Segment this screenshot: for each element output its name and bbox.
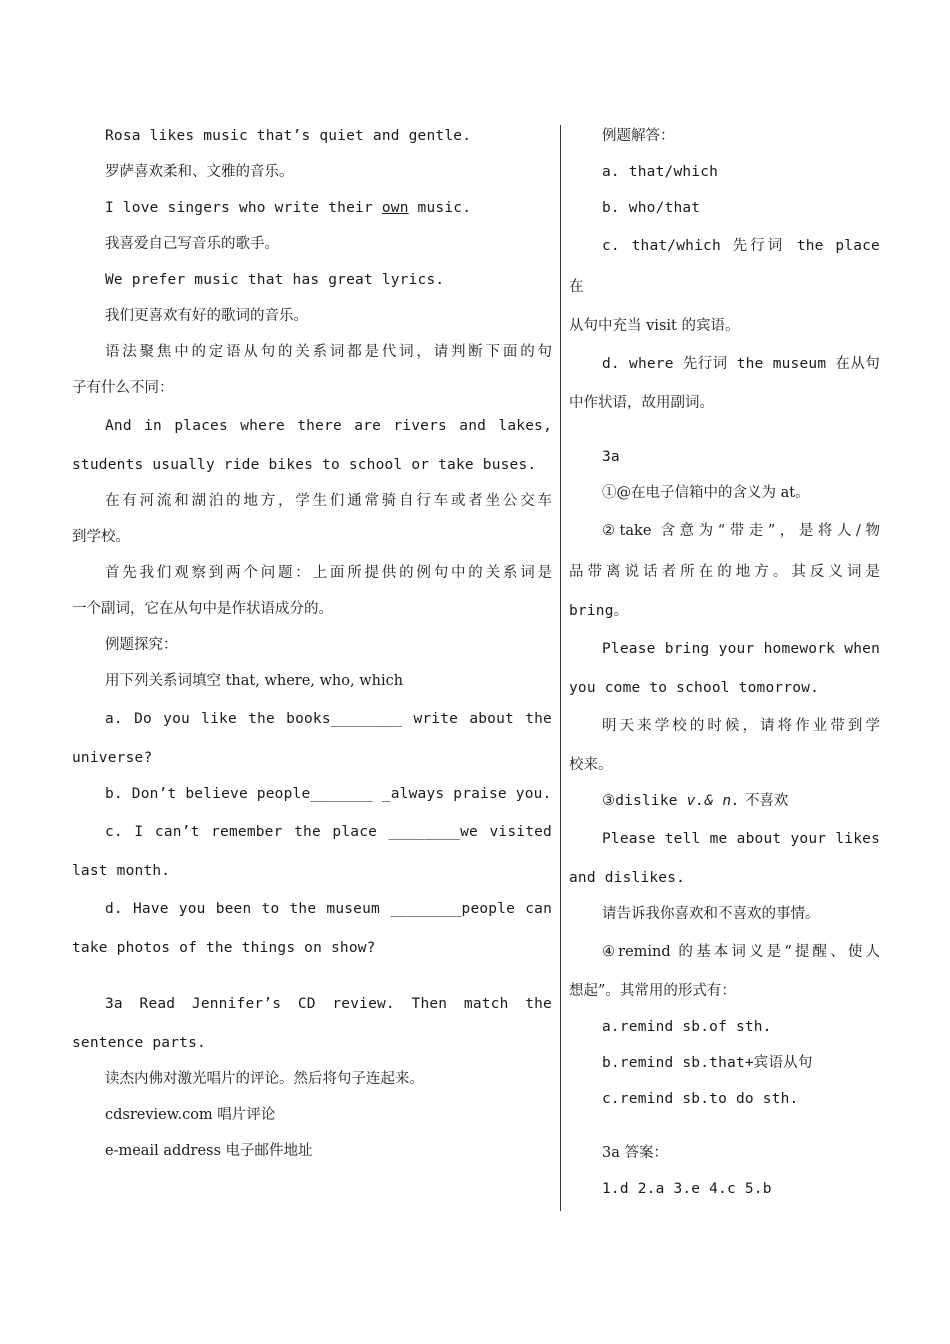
example-translation-3: 我们更喜欢有好的歌词的音乐。 [105,308,308,324]
exercise-a-line-1: a. Do you like the books________ write about the [105,711,552,727]
answers-3a-heading: 3a 答案： [602,1145,668,1161]
sentence-2-part-1: I love singers who write their [105,200,382,216]
grammar-note-line-1: 语法聚焦中的定语从句的关系词都是代词，请判断下面的句 [105,344,552,360]
note-take-line-3: bring。 [569,603,629,619]
dislike-meaning: 不喜欢 [740,793,789,809]
observation-line-2: 一个副词，它在从句中是作状语成分的。 [72,601,333,617]
exercise-instruction: 用下列关系词填空 that, where, who, which [105,673,404,689]
left-column [72,118,552,1169]
vocab-cdsreview: cdsreview.com 唱片评论 [105,1107,276,1123]
sentence-2-part-2: music. [408,200,472,216]
remind-form-c: c.remind sb.to do sth. [602,1091,799,1107]
bring-translation-line-2: 校来。 [569,757,613,773]
bring-example-line-2: you come to school tomorrow. [569,680,820,696]
note-remind-line-2: 想起”。其常用的形式有： [569,983,736,999]
dislike-translation: 请告诉我你喜欢和不喜欢的事情。 [602,906,820,922]
exercise-a-line-2: universe? [72,750,153,766]
answer-d-line-2: 中作状语，故用副词。 [569,395,714,411]
remind-form-b: b.remind sb.that+宾语从句 [602,1055,813,1071]
adverb-example-line-2: students usually ride bikes to school or take buses. [72,457,537,473]
column-divider [560,125,561,1211]
exercise-c-line-2: last month. [72,863,171,879]
note-take-line-2: 品带离说话者所在的地方。其反义词是 [569,564,880,580]
example-translation-2: 我喜爱自己写音乐的歌手。 [105,236,279,252]
note-take-line-1: ②take 含意为“带走”，是将人/物 [602,523,880,539]
section-3a-translation: 读杰内佛对激光唱片的评论。然后将句子连起来。 [105,1071,424,1087]
example-sentence-3: We prefer music that has great lyrics. [105,272,445,288]
answer-c-line-1: c. that/which 先行词 the place 在 [569,238,880,295]
right-column [569,118,880,1207]
answer-a: a. that/which [602,164,719,180]
vocab-email-address: e-meail address 电子邮件地址 [105,1143,313,1159]
remind-form-a: a.remind sb.of sth. [602,1019,772,1035]
note-remind-line-1: ④remind 的基本词义是“提醒、使人 [602,944,880,960]
section-3a-line-2: sentence parts. [72,1035,206,1051]
dislike-example-line-2: and dislikes. [569,870,686,886]
answers-heading: 例题解答： [602,128,675,144]
bring-translation-line-1: 明天来学校的时候，请将作业带到学 [602,718,880,734]
note-dislike [569,783,880,819]
dislike-word: ③dislike [602,793,687,809]
dislike-example-line-1: Please tell me about your likes [602,831,880,847]
section-3a-line-1: 3a Read Jennifer’s CD review. Then match the [105,996,552,1012]
bring-example-line-1: Please bring your homework when [602,641,880,657]
example-sentence-2 [72,190,552,226]
exercise-d-line-1: d. Have you been to the museum ________people can [105,901,552,917]
adverb-translation-line-2: 到学校。 [72,529,130,545]
adverb-translation-line-1: 在有河流和湖泊的地方，学生们通常骑自行车或者坐公交车 [105,493,552,509]
note-at-sign: ①@在电子信箱中的含义为 at。 [602,485,810,501]
answer-b: b. who/that [602,200,701,216]
answer-d-line-1: d. where 先行词 the museum 在从句 [602,356,880,372]
grammar-note-line-2: 子有什么不同： [72,380,174,396]
exercise-d-line-2: take photos of the things on show? [72,940,376,956]
example-translation-1: 罗萨喜欢柔和、文雅的音乐。 [105,164,294,180]
answer-c-line-2: 从句中充当 visit 的宾语。 [569,318,740,334]
underlined-word-own: own [381,200,409,216]
observation-line-1: 首先我们观察到两个问题：上面所提供的例句中的关系词是 [105,565,552,581]
adverb-example-line-1: And in places where there are rivers and lakes, [105,418,552,434]
answers-3a-list: 1.d 2.a 3.e 4.c 5.b [602,1181,772,1197]
example-sentence-1: Rosa likes music that’s quiet and gentle. [105,128,472,144]
exercise-c-line-1: c. I can’t remember the place ________we visited [105,824,552,840]
section-3a-label: 3a [602,449,620,465]
exercise-b: b. Don’t believe people_______ _always praise you. [105,786,552,802]
exercise-heading: 例题探究： [105,637,178,653]
dislike-pos: v.& n. [686,793,741,809]
